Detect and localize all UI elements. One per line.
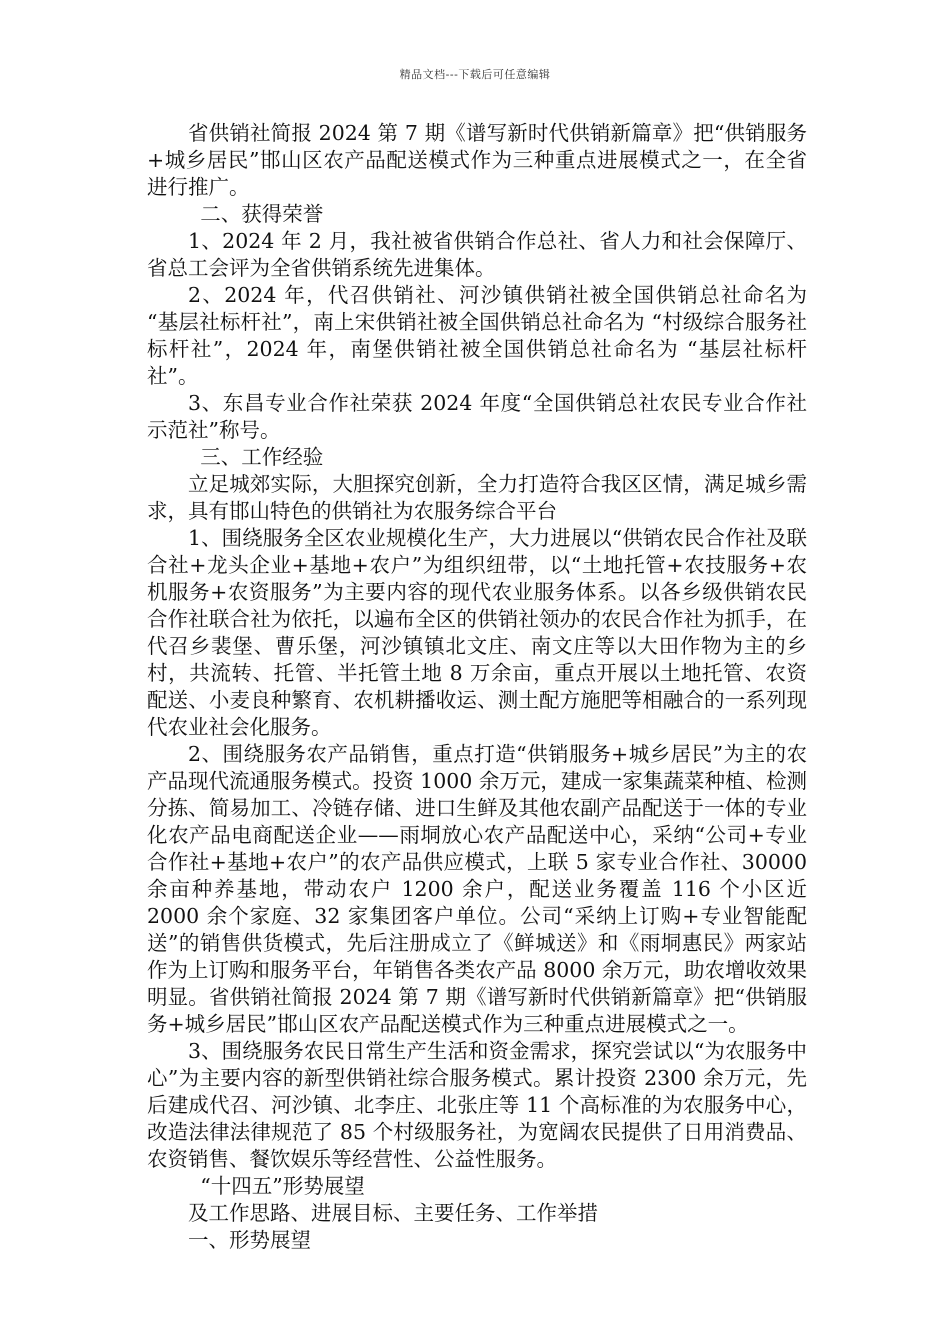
section-heading-honors: 二、获得荣誉 <box>200 202 324 226</box>
paragraph-intro: 省供销社简报 2024 第 7 期《谱写新时代供销新篇章》把“供销服务+城乡居民”邯山区农产品配送模式作为三种重点进展模式之一，在全省进行推广。 <box>147 121 807 199</box>
section-heading-experience: 三、工作经验 <box>200 445 324 469</box>
document-body <box>147 120 807 1254</box>
section-heading-outlook: “十四五”形势展望 <box>200 1174 365 1198</box>
page-header-watermark: 精品文档---下载后可任意编辑 <box>399 68 551 81</box>
paragraph-honor-1: 1、2024 年 2 月，我社被省供销合作总社、省人力和社会保障厅、省总工会评为全省供销系统先进集体。 <box>147 229 807 280</box>
section-heading-outlook-1: 一、形势展望 <box>188 1228 311 1252</box>
paragraph-experience-1: 1、围绕服务全区农业规模化生产，大力进展以“供销农民合作社及联合社+龙头企业+基地+农户”为组织纽带，以“土地托管+农技服务+农机服务+农资服务”为主要内容的现代农业服务体系。以各乡级供销农民合作社联合社为依托，以遍布全区的供销社领办的农民合作社为抓手，在代召乡裴堡、曹乐堡，河沙镇镇北文庄、南文庄等以大田作物为主的乡村，共流转、托管、半托管土地 8 万余亩，重点开展以土地托管、农资配送、小麦良种繁育、农机耕播收运、测土配方施肥等相融合的一系列现代农业社会化服务。 <box>147 526 807 739</box>
paragraph-experience-intro: 立足城郊实际，大胆探究创新，全力打造符合我区区情，满足城乡需求，具有邯山特色的供销社为农服务综合平台 <box>147 472 807 523</box>
section-subheading-outlook: 及工作思路、进展目标、主要任务、工作举措 <box>188 1201 598 1225</box>
paragraph-experience-2: 2、围绕服务农产品销售，重点打造“供销服务+城乡居民”为主的农产品现代流通服务模式。投资 1000 余万元，建成一家集蔬菜种植、检测分拣、简易加工、冷链存储、进口生鲜及其他农副产品配送于一体的专业化农产品电商配送企业——雨垌放心农产品配送中心，采纳“公司+专业合作社+基地+农户”的农产品供应模式，上联 5 家专业合作社、30000 余亩种养基地，带动农户 1200 余户，配送业务覆盖 116 个小区近 2000 余个家庭、32 家集团客户单位。公司“采纳上订购+专业智能配送”的销售供货模式，先后注册成立了《鲜城送》和《雨垌惠民》两家站作为上订购和服务平台，年销售各类农产品 8000 余万元，助农增收效果明显。省供销社简报 2024 第 7 期《谱写新时代供销新篇章》把“供销服务+城乡居民”邯山区农产品配送模式作为三种重点进展模式之一。 <box>147 742 807 1036</box>
paragraph-honor-2: 2、2024 年，代召供销社、河沙镇供销社被全国供销总社命名为 “基层社标杆社”，南上宋供销社被全国供销总社命名为 “村级综合服务社标杆社”，2024 年，南堡供销社被全国供销总社命名为 “基层社标杆社”。 <box>147 283 807 388</box>
paragraph-experience-3: 3、围绕服务农民日常生产生活和资金需求，探究尝试以“为农服务中心”为主要内容的新型供销社综合服务模式。累计投资 2300 余万元，先后建成代召、河沙镇、北李庄、北张庄等 11 个高标准的为农服务中心，改造法律法律规范了 85 个村级服务社，为宽阔农民提供了日用消费品、农资销售、餐饮娱乐等经营性、公益性服务。 <box>147 1039 807 1171</box>
paragraph-honor-3: 3、东昌专业合作社荣获 2024 年度“全国供销总社农民专业合作社示范社”称号。 <box>147 391 807 442</box>
